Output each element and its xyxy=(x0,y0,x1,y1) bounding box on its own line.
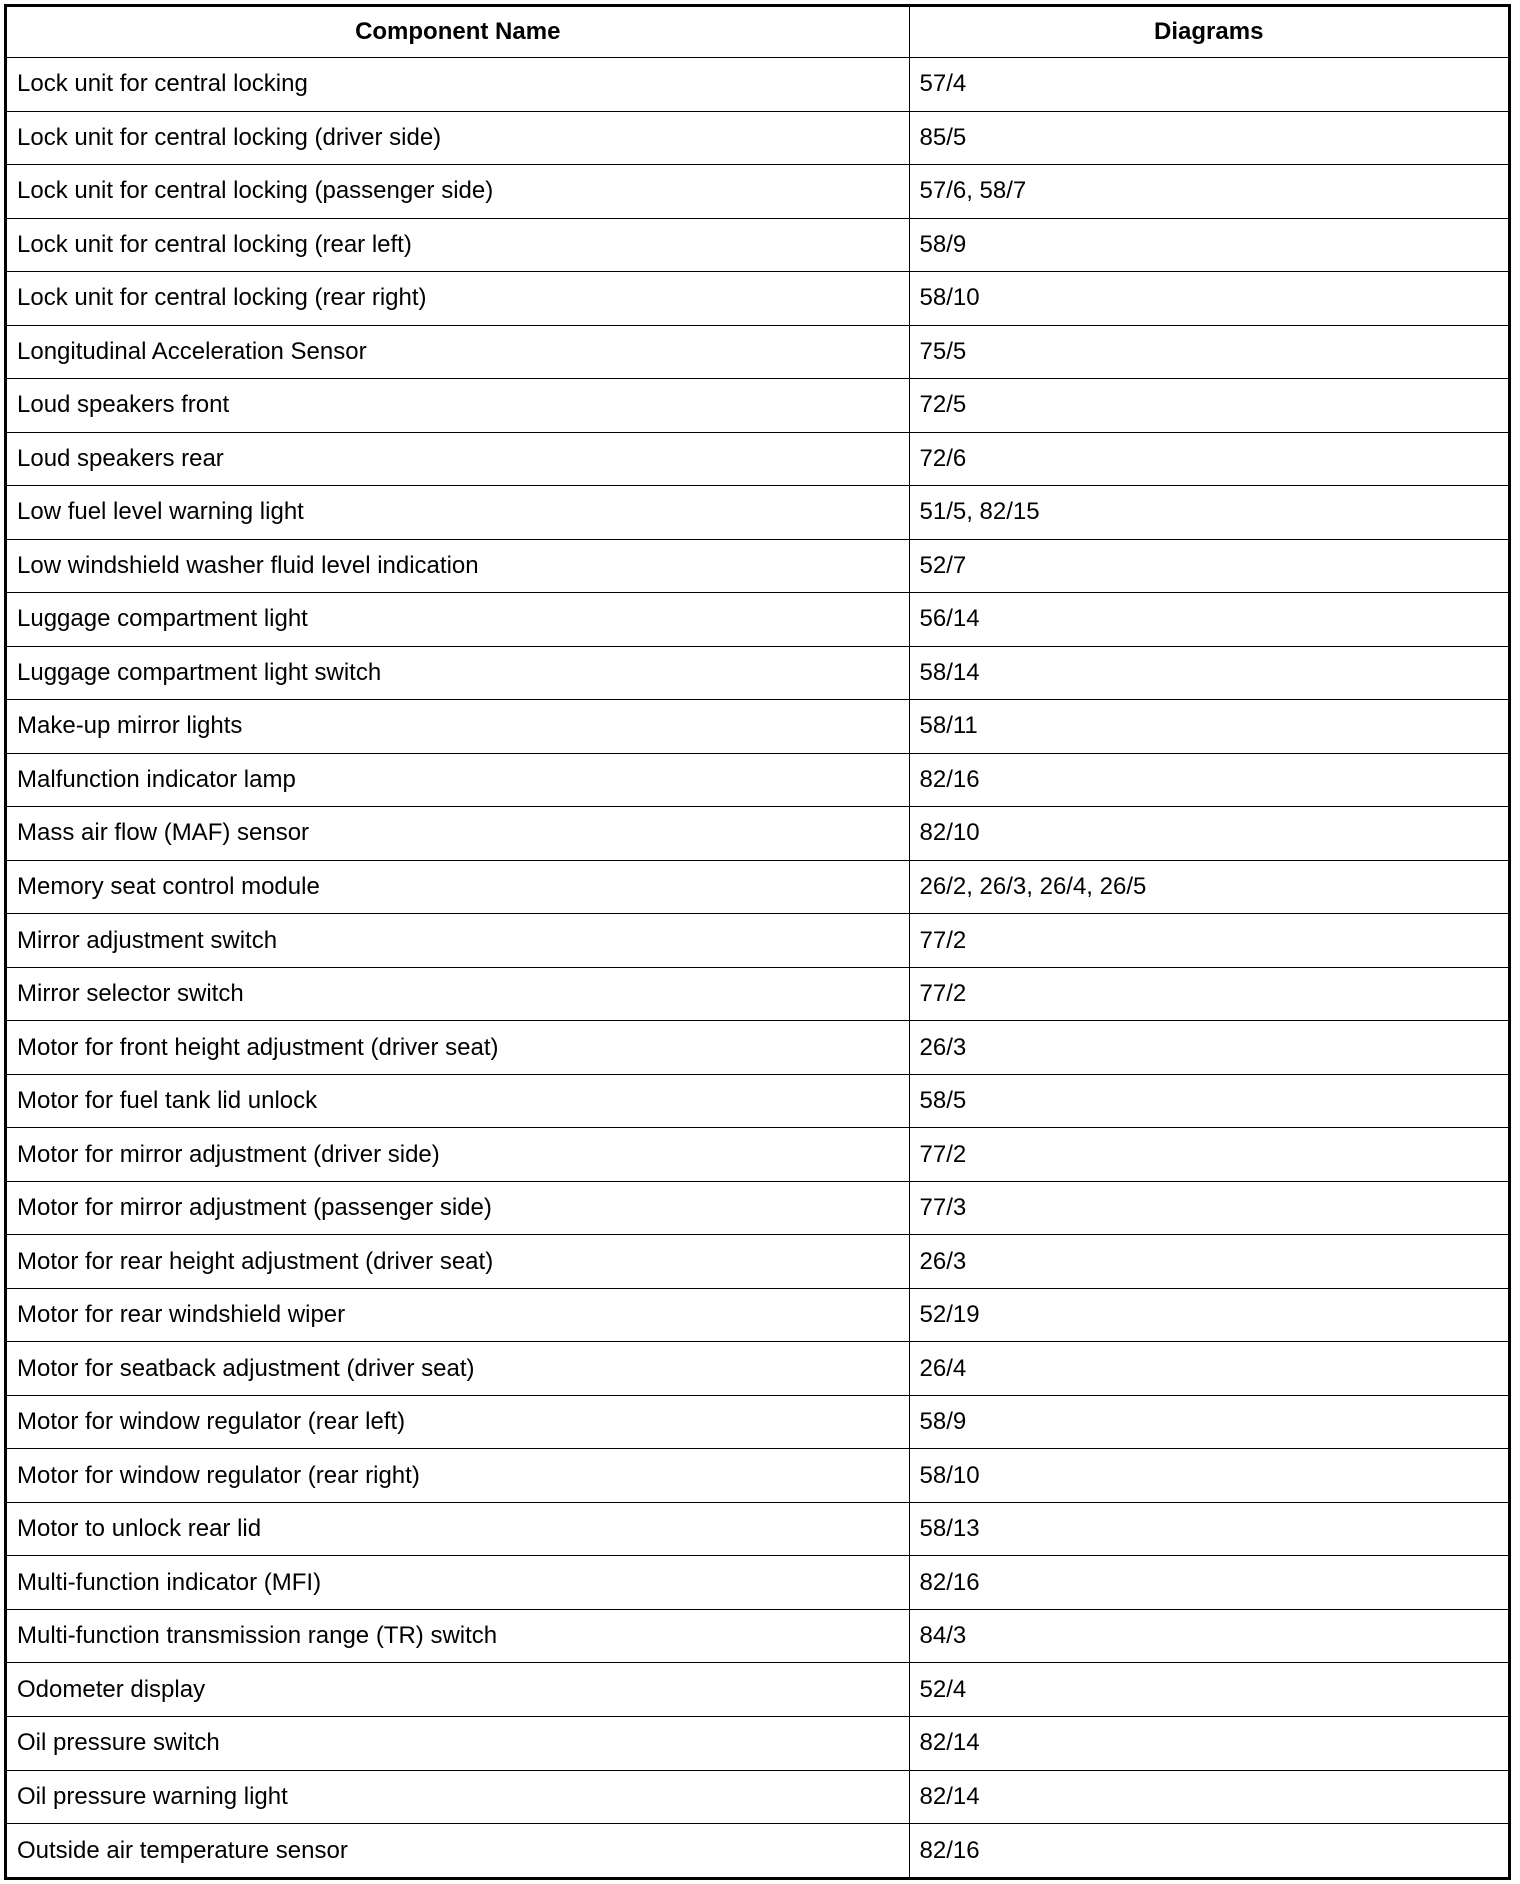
component-name-cell: Longitudinal Acceleration Sensor xyxy=(7,325,909,379)
diagrams-cell: 58/9 xyxy=(909,218,1508,272)
table-row xyxy=(7,539,1508,593)
diagrams-cell: 58/10 xyxy=(909,1449,1508,1503)
table-row xyxy=(7,1716,1508,1770)
diagrams-cell: 77/2 xyxy=(909,967,1508,1021)
component-name-cell: Outside air temperature sensor xyxy=(7,1824,909,1877)
table-row xyxy=(7,272,1508,326)
header-component-name: Component Name xyxy=(7,7,909,58)
table-row xyxy=(7,1342,1508,1396)
component-diagram-table xyxy=(7,7,1508,1877)
diagrams-cell: 82/14 xyxy=(909,1716,1508,1770)
table-body xyxy=(7,58,1508,1878)
table-row xyxy=(7,700,1508,754)
diagrams-cell: 82/10 xyxy=(909,807,1508,861)
component-name-cell: Motor for front height adjustment (driver seat) xyxy=(7,1021,909,1075)
table-row xyxy=(7,325,1508,379)
component-name-cell: Odometer display xyxy=(7,1663,909,1717)
diagrams-cell: 26/4 xyxy=(909,1342,1508,1396)
component-name-cell: Oil pressure warning light xyxy=(7,1770,909,1824)
diagrams-cell: 58/14 xyxy=(909,646,1508,700)
diagrams-cell: 26/3 xyxy=(909,1021,1508,1075)
component-name-cell: Malfunction indicator lamp xyxy=(7,753,909,807)
diagrams-cell: 57/6, 58/7 xyxy=(909,165,1508,219)
diagrams-cell: 26/2, 26/3, 26/4, 26/5 xyxy=(909,860,1508,914)
table-row xyxy=(7,1128,1508,1182)
diagrams-cell: 52/19 xyxy=(909,1288,1508,1342)
table-row xyxy=(7,1181,1508,1235)
diagrams-cell: 58/13 xyxy=(909,1502,1508,1556)
component-name-cell: Motor for rear windshield wiper xyxy=(7,1288,909,1342)
table-row xyxy=(7,1770,1508,1824)
diagrams-cell: 85/5 xyxy=(909,111,1508,165)
diagrams-cell: 77/2 xyxy=(909,914,1508,968)
diagrams-cell: 52/7 xyxy=(909,539,1508,593)
table-row xyxy=(7,860,1508,914)
diagrams-cell: 82/14 xyxy=(909,1770,1508,1824)
table-row xyxy=(7,165,1508,219)
table-row xyxy=(7,379,1508,433)
diagrams-cell: 82/16 xyxy=(909,1824,1508,1877)
component-name-cell: Motor for window regulator (rear right) xyxy=(7,1449,909,1503)
table-row xyxy=(7,1824,1508,1877)
component-name-cell: Loud speakers rear xyxy=(7,432,909,486)
component-name-cell: Low fuel level warning light xyxy=(7,486,909,540)
diagrams-cell: 82/16 xyxy=(909,753,1508,807)
table-header-row xyxy=(7,7,1508,58)
diagrams-cell: 56/14 xyxy=(909,593,1508,647)
component-name-cell: Multi-function indicator (MFI) xyxy=(7,1556,909,1610)
component-name-cell: Mirror adjustment switch xyxy=(7,914,909,968)
table-row xyxy=(7,914,1508,968)
table-row xyxy=(7,1502,1508,1556)
table-row xyxy=(7,753,1508,807)
table-row xyxy=(7,646,1508,700)
table-row xyxy=(7,1663,1508,1717)
component-name-cell: Motor for fuel tank lid unlock xyxy=(7,1074,909,1128)
component-name-cell: Lock unit for central locking xyxy=(7,58,909,112)
component-name-cell: Mirror selector switch xyxy=(7,967,909,1021)
component-table-frame xyxy=(4,4,1511,1880)
component-name-cell: Oil pressure switch xyxy=(7,1716,909,1770)
table-row xyxy=(7,1449,1508,1503)
table-row xyxy=(7,593,1508,647)
component-name-cell: Low windshield washer fluid level indication xyxy=(7,539,909,593)
component-name-cell: Lock unit for central locking (driver side) xyxy=(7,111,909,165)
component-name-cell: Motor to unlock rear lid xyxy=(7,1502,909,1556)
table-row xyxy=(7,432,1508,486)
table-row xyxy=(7,1021,1508,1075)
diagrams-cell: 84/3 xyxy=(909,1609,1508,1663)
component-name-cell: Motor for mirror adjustment (passenger side) xyxy=(7,1181,909,1235)
table-row xyxy=(7,1395,1508,1449)
table-row xyxy=(7,1074,1508,1128)
table-row xyxy=(7,486,1508,540)
table-row xyxy=(7,1288,1508,1342)
table-row xyxy=(7,807,1508,861)
component-name-cell: Make-up mirror lights xyxy=(7,700,909,754)
diagrams-cell: 72/6 xyxy=(909,432,1508,486)
component-name-cell: Motor for window regulator (rear left) xyxy=(7,1395,909,1449)
table-row xyxy=(7,1609,1508,1663)
table-row xyxy=(7,967,1508,1021)
table-row xyxy=(7,111,1508,165)
diagrams-cell: 72/5 xyxy=(909,379,1508,433)
diagrams-cell: 26/3 xyxy=(909,1235,1508,1289)
component-name-cell: Loud speakers front xyxy=(7,379,909,433)
table-row xyxy=(7,58,1508,112)
table-row xyxy=(7,1556,1508,1610)
diagrams-cell: 58/11 xyxy=(909,700,1508,754)
component-name-cell: Multi-function transmission range (TR) switch xyxy=(7,1609,909,1663)
component-name-cell: Lock unit for central locking (rear left) xyxy=(7,218,909,272)
diagrams-cell: 52/4 xyxy=(909,1663,1508,1717)
diagrams-cell: 77/3 xyxy=(909,1181,1508,1235)
diagrams-cell: 75/5 xyxy=(909,325,1508,379)
diagrams-cell: 58/9 xyxy=(909,1395,1508,1449)
diagrams-cell: 57/4 xyxy=(909,58,1508,112)
component-name-cell: Lock unit for central locking (rear right) xyxy=(7,272,909,326)
header-diagrams: Diagrams xyxy=(909,7,1508,58)
component-name-cell: Mass air flow (MAF) sensor xyxy=(7,807,909,861)
table-row xyxy=(7,218,1508,272)
diagrams-cell: 77/2 xyxy=(909,1128,1508,1182)
component-name-cell: Motor for seatback adjustment (driver seat) xyxy=(7,1342,909,1396)
table-row xyxy=(7,1235,1508,1289)
component-name-cell: Motor for mirror adjustment (driver side) xyxy=(7,1128,909,1182)
diagrams-cell: 51/5, 82/15 xyxy=(909,486,1508,540)
component-name-cell: Motor for rear height adjustment (driver seat) xyxy=(7,1235,909,1289)
diagrams-cell: 58/10 xyxy=(909,272,1508,326)
diagrams-cell: 82/16 xyxy=(909,1556,1508,1610)
component-name-cell: Lock unit for central locking (passenger side) xyxy=(7,165,909,219)
component-name-cell: Luggage compartment light xyxy=(7,593,909,647)
component-name-cell: Luggage compartment light switch xyxy=(7,646,909,700)
component-name-cell: Memory seat control module xyxy=(7,860,909,914)
diagrams-cell: 58/5 xyxy=(909,1074,1508,1128)
